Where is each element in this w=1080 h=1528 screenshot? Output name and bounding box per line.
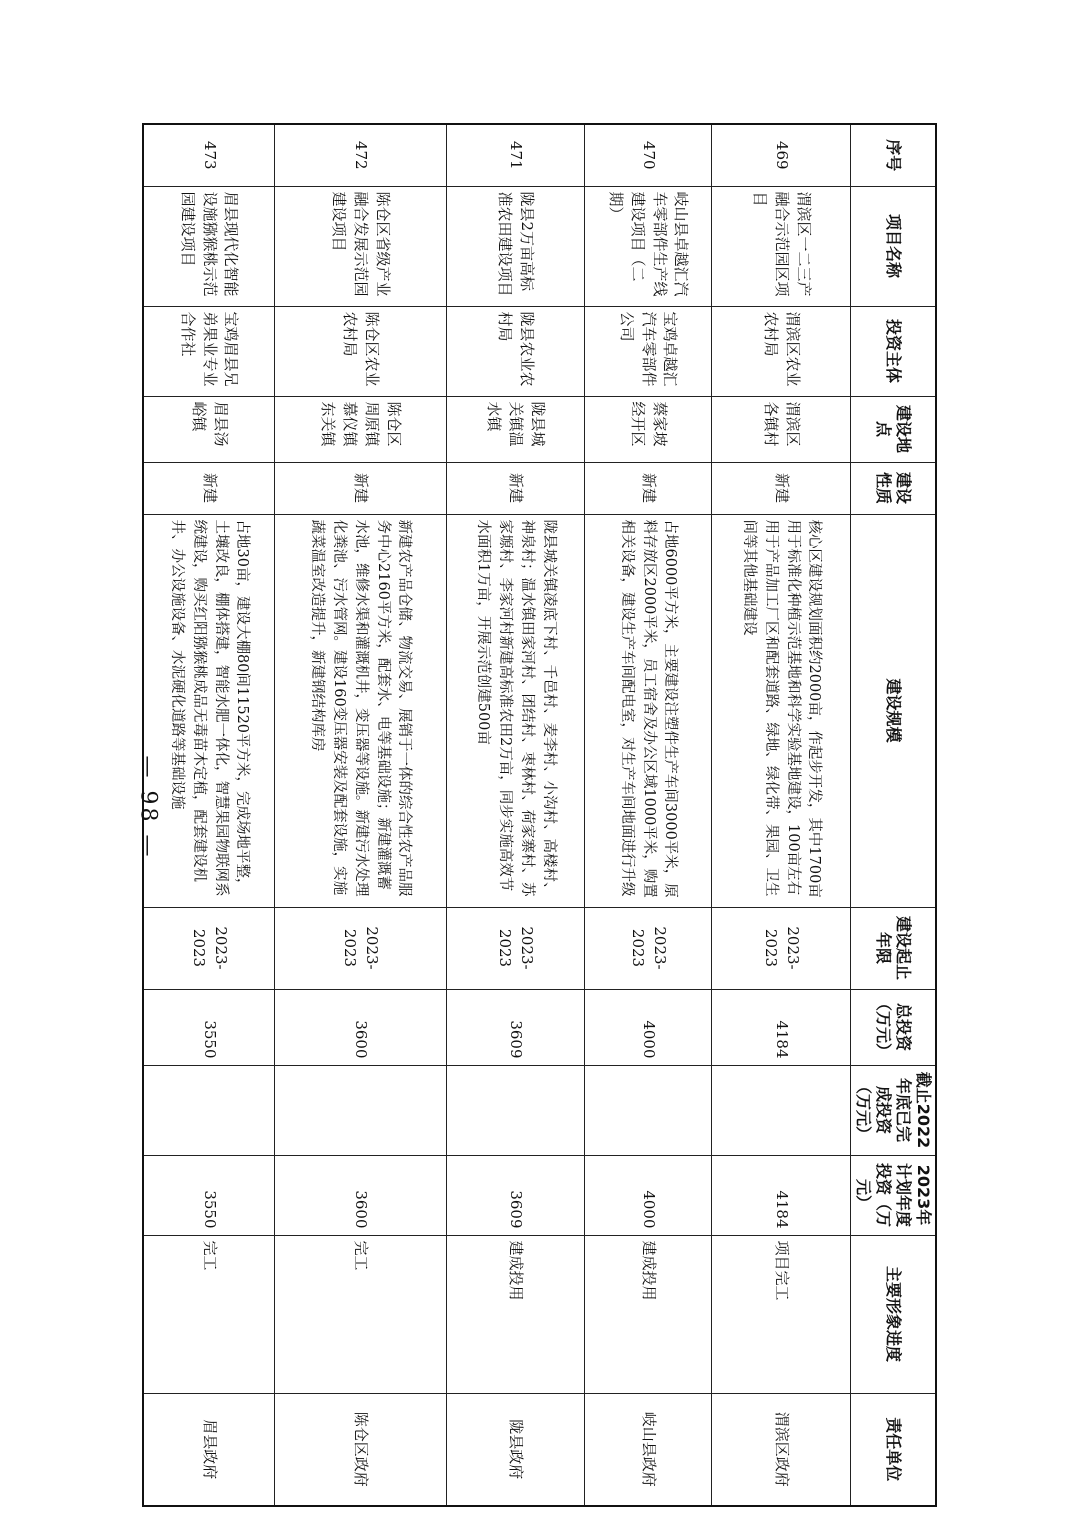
cell-completed	[711, 1065, 850, 1155]
cell-nature: 新建	[711, 462, 850, 514]
cell-completed	[446, 1065, 584, 1155]
table-row	[143, 124, 274, 1506]
project-table	[142, 123, 937, 1507]
cell-unit: 眉县政府	[143, 1393, 274, 1506]
header-completed: 截止2022年底已完成投资（万元）	[851, 1065, 937, 1155]
cell-progress: 建成投用	[446, 1235, 584, 1393]
header-location: 建设地点	[851, 396, 937, 462]
cell-plan: 4000	[584, 1155, 711, 1235]
cell-name: 陈仓区省级产业融合发展示范园建设项目	[274, 186, 446, 306]
cell-name: 眉县现代化智能设施猕猴桃示范园建设项目	[143, 186, 274, 306]
cell-progress: 建成投用	[584, 1235, 711, 1393]
cell-investor: 陇县农业农村局	[446, 306, 584, 396]
cell-period: 2023-2023	[274, 907, 446, 989]
header-scale: 建设规模	[851, 514, 937, 907]
header-no: 序号	[851, 124, 937, 186]
cell-nature: 新建	[143, 462, 274, 514]
cell-location: 陇县城关镇温水镇	[446, 396, 584, 462]
cell-nature: 新建	[584, 462, 711, 514]
table-row	[446, 124, 584, 1506]
cell-nature: 新建	[274, 462, 446, 514]
cell-investor: 渭滨区农业农村局	[711, 306, 850, 396]
table-header-row	[851, 124, 937, 1506]
header-nature: 建设性质	[851, 462, 937, 514]
cell-total: 4000	[584, 989, 711, 1065]
cell-location: 眉县汤峪镇	[143, 396, 274, 462]
cell-total: 4184	[711, 989, 850, 1065]
cell-investor: 宝鸡卓越汇汽车零部件公司	[584, 306, 711, 396]
cell-name: 岐山县卓越汇汽车零部件生产线建设项目（二期）	[584, 186, 711, 306]
cell-scale: 占地30亩，建设大棚80间11520平方米，完成场地平整，土壤改良，棚体搭建，智能水肥一体化，智慧果园物联网系统建设，购买红阳猕猴桃成品无毒苗木定植，配套建设机井、办公设施设备、水泥硬化道路等基础设施	[143, 514, 274, 907]
header-total: 总投资（万元）	[851, 989, 937, 1065]
cell-total: 3550	[143, 989, 274, 1065]
cell-plan: 3609	[446, 1155, 584, 1235]
cell-investor: 陈仓区农业农村局	[274, 306, 446, 396]
cell-period: 2023-2023	[143, 907, 274, 989]
cell-completed	[584, 1065, 711, 1155]
page-number: — 98 —	[135, 755, 161, 860]
table-row	[584, 124, 711, 1506]
cell-location: 陈仓区周原镇慕仪镇东关镇	[274, 396, 446, 462]
cell-unit: 陇县政府	[446, 1393, 584, 1506]
cell-location: 蔡家坡经开区	[584, 396, 711, 462]
cell-no: 470	[584, 124, 711, 186]
cell-plan: 4184	[711, 1155, 850, 1235]
cell-investor: 宝鸡眉县兄弟果业专业合作社	[143, 306, 274, 396]
cell-progress: 完工	[274, 1235, 446, 1393]
cell-completed	[143, 1065, 274, 1155]
header-unit: 责任单位	[851, 1393, 937, 1506]
cell-nature: 新建	[446, 462, 584, 514]
cell-name: 渭滨区一二三产融合示范园区项目	[711, 186, 850, 306]
cell-total: 3600	[274, 989, 446, 1065]
table-row	[274, 124, 446, 1506]
cell-location: 渭滨区各镇村	[711, 396, 850, 462]
cell-no: 472	[274, 124, 446, 186]
cell-unit: 岐山县政府	[584, 1393, 711, 1506]
cell-unit: 渭滨区政府	[711, 1393, 850, 1506]
cell-total: 3609	[446, 989, 584, 1065]
cell-period: 2023-2023	[711, 907, 850, 989]
cell-period: 2023-2023	[446, 907, 584, 989]
cell-progress: 完工	[143, 1235, 274, 1393]
cell-no: 473	[143, 124, 274, 186]
header-investor: 投资主体	[851, 306, 937, 396]
rotated-page	[142, 123, 937, 1487]
cell-period: 2023-2023	[584, 907, 711, 989]
cell-completed	[274, 1065, 446, 1155]
cell-scale: 核心区建设规划面积约2000亩，作起步开发，其中1700亩用于标准化种植示范基地和科学实验基地建设，100亩左右用于产品加工厂区和配套道路、绿地、绿化带、果园、卫生间等其他基础建设	[711, 514, 850, 907]
header-plan: 2023年计划年度投资（万元）	[851, 1155, 937, 1235]
cell-no: 471	[446, 124, 584, 186]
table-row	[711, 124, 850, 1506]
header-name: 项目名称	[851, 186, 937, 306]
cell-scale: 新建农产品仓储、物流交易、展销于一体的综合性农产品服务中心2160平方米，配套水、电等基础设施；新建灌溉蓄水池，维修水渠和灌溉机井，变压器等设施。新建污水处理化粪池、污水管网。建设160变压器安装及配套设施，实施蔬菜温室改造提升，新建钢结构库房	[274, 514, 446, 907]
cell-no: 469	[711, 124, 850, 186]
cell-plan: 3550	[143, 1155, 274, 1235]
header-progress: 主要形象进度	[851, 1235, 937, 1393]
header-period: 建设起止年限	[851, 907, 937, 989]
cell-plan: 3600	[274, 1155, 446, 1235]
cell-scale: 陇县城关镇凌底下村、千邑村、麦李村、小沟村、高楼村、神泉村；温水镇田家河村、团结村、枣林村、荷家寨村、苏家塬村、李家河村新建高标准农田2万亩，同步实施高效节水面积1万亩，开展示范创建500亩	[446, 514, 584, 907]
cell-scale: 占地6000平方米，主要建设注塑件生产车间3000平米，原料存放区2000平米，员工宿舍及办公区域1000平米，购置相关设备，建设生产车间配电室，对生产车间地面进行升级	[584, 514, 711, 907]
cell-name: 陇县2万亩高标准农田建设项目	[446, 186, 584, 306]
cell-unit: 陈仓区政府	[274, 1393, 446, 1506]
cell-progress: 项目完工	[711, 1235, 850, 1393]
